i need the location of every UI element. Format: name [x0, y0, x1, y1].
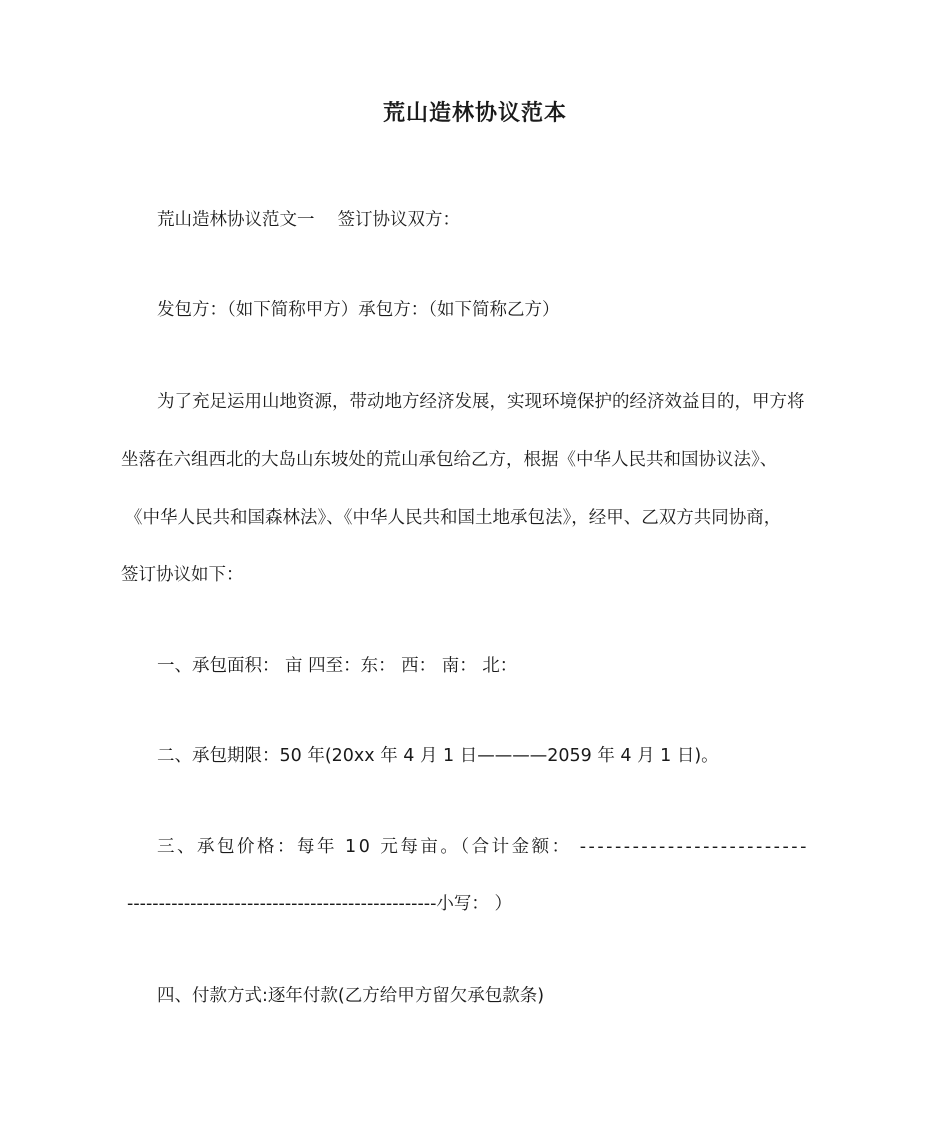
paragraph-line-6: 签订协议如下： — [121, 565, 244, 585]
paragraph-line-5: 《中华人民共和国森林法》、《中华人民共和国土地承包法》，经甲、乙双方共同协商， — [125, 508, 782, 528]
paragraph-line-4: 坐落在六组西北的大岛山东坡处的荒山承包给乙方，根据《中华人民共和国协议法》、 — [121, 450, 778, 470]
paragraph-line-3: 为了充足运用山地资源，带动地方经济发展，实现环境保护的经济效益目的，甲方将 — [157, 392, 805, 412]
paragraph-line-9: 三、承包价格：每年 10 元每亩。（合计金额： -------------------------- — [157, 837, 809, 857]
paragraph-line-1: 荒山造林协议范文一 签订协议双方： — [157, 210, 461, 230]
paragraph-line-11: 四、付款方式:逐年付款(乙方给甲方留欠承包款条) — [157, 986, 545, 1006]
paragraph-line-7: 一、承包面积： 亩 四至：东： 西： 南： 北： — [157, 656, 518, 676]
paragraph-line-10: -------------------------------------------------小写： ） — [127, 894, 512, 914]
document-title: 荒山造林协议范本 — [382, 101, 567, 126]
paragraph-line-8: 二、承包期限：50 年(20xx 年 4 月 1 日————2059 年 4 月 1 日)。 — [157, 746, 719, 766]
paragraph-line-2: 发包方：（如下简称甲方）承包方：（如下简称乙方） — [157, 300, 560, 320]
